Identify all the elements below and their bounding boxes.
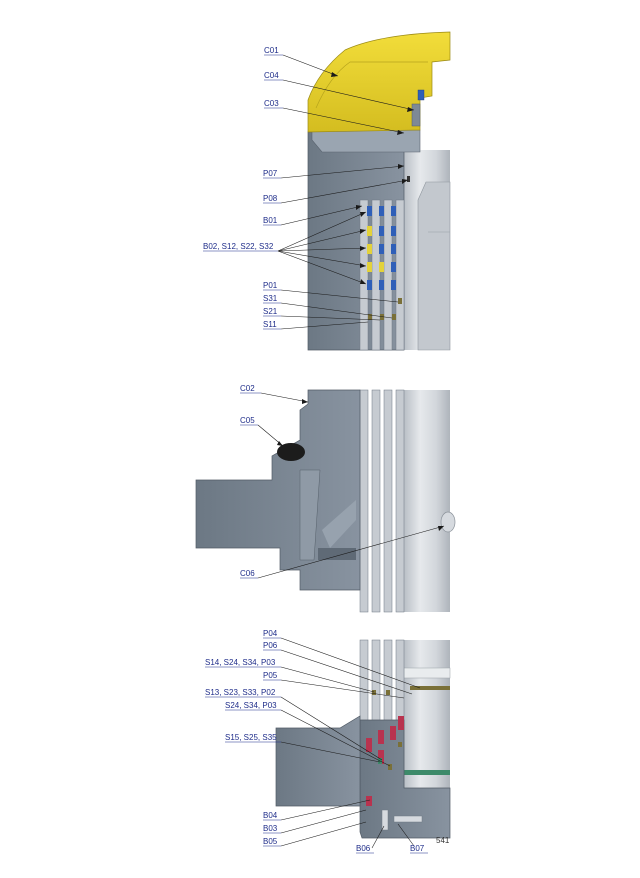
label-b06: B06 bbox=[356, 844, 371, 853]
label-s15-group: S15, S25, S35 bbox=[225, 733, 277, 742]
section-middle bbox=[196, 390, 455, 612]
label-b03: B03 bbox=[263, 824, 278, 833]
label-s21: S21 bbox=[263, 307, 278, 316]
label-b01: B01 bbox=[263, 216, 278, 225]
section-bottom bbox=[276, 640, 450, 838]
label-s14-group: S14, S24, S34, P03 bbox=[205, 658, 276, 667]
port-c06 bbox=[441, 512, 455, 532]
label-c01: C01 bbox=[264, 46, 279, 55]
label-c04: C04 bbox=[264, 71, 279, 80]
page-number: 541 bbox=[436, 836, 450, 845]
shaft-collar-top bbox=[418, 182, 450, 350]
label-s24-group: S24, S34, P03 bbox=[225, 701, 277, 710]
section-top bbox=[308, 32, 450, 350]
label-s13-group: S13, S23, S33, P02 bbox=[205, 688, 276, 697]
shaft-bottom bbox=[404, 640, 450, 788]
label-p01: P01 bbox=[263, 281, 278, 290]
label-p08: P08 bbox=[263, 194, 278, 203]
label-p05: P05 bbox=[263, 671, 278, 680]
label-c05: C05 bbox=[240, 416, 255, 425]
label-s31: S31 bbox=[263, 294, 278, 303]
label-b07: B07 bbox=[410, 844, 425, 853]
plate-c03 bbox=[312, 130, 420, 152]
label-s11: S11 bbox=[263, 320, 277, 329]
label-b02-group: B02, S12, S22, S32 bbox=[203, 242, 274, 251]
label-c02: C02 bbox=[240, 384, 255, 393]
oring-c05 bbox=[277, 443, 305, 461]
label-p07: P07 bbox=[263, 169, 278, 178]
seal-c04 bbox=[418, 90, 424, 100]
label-c06: C06 bbox=[240, 569, 255, 578]
label-b04: B04 bbox=[263, 811, 278, 820]
label-p04: P04 bbox=[263, 629, 278, 638]
label-c03: C03 bbox=[264, 99, 279, 108]
shaft-middle bbox=[404, 390, 450, 612]
cap-c01 bbox=[308, 32, 450, 132]
label-b05: B05 bbox=[263, 837, 278, 846]
label-p06: P06 bbox=[263, 641, 278, 650]
